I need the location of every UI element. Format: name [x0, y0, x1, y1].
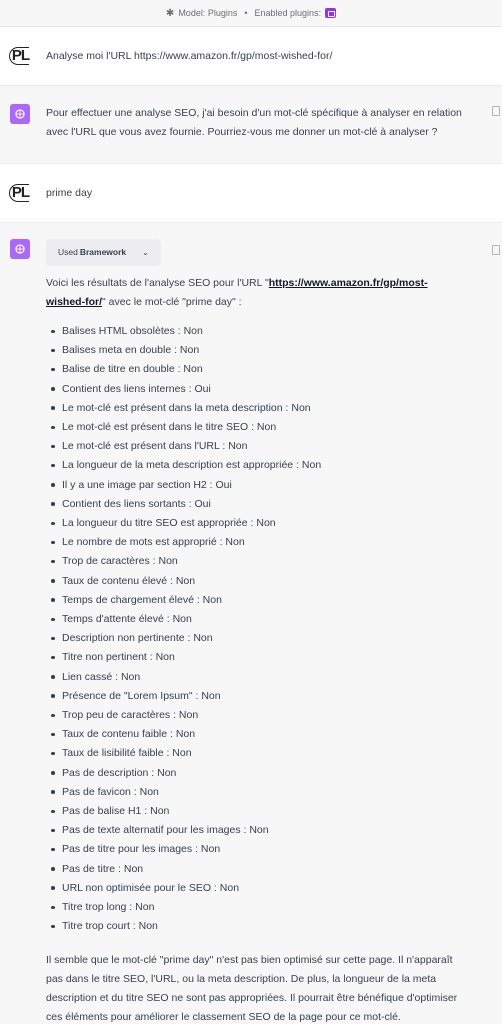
- list-item: Présence de "Lorem Ipsum" : Non: [50, 687, 462, 706]
- analysis-intro: Voici les résultats de l'analyse SEO pour l'URL "https://www.amazon.fr/gp/most-wished-for/" avec le mot-clé "prime day" :: [46, 277, 428, 308]
- list-item: Il y a une image par section H2 : Oui: [50, 476, 462, 495]
- list-item: Taux de lisibilité faible : Non: [50, 744, 462, 763]
- model-info-bar: [0, 0, 502, 27]
- list-item: Temps de chargement élevé : Non: [50, 591, 462, 610]
- plugin-used-prefix: Used: [58, 247, 78, 257]
- list-item: URL non optimisée pour le SEO : Non: [50, 879, 462, 898]
- puzzle-icon: ✱: [165, 7, 175, 19]
- chatgpt-avatar-icon: [10, 104, 30, 124]
- list-item: Le mot-clé est présent dans l'URL : Non: [50, 437, 462, 456]
- user-message-text: Analyse moi l'URL https://www.amazon.fr/gp/most-wished-for/: [46, 49, 333, 62]
- list-item: Taux de contenu élevé : Non: [50, 572, 462, 591]
- list-item: Pas de texte alternatif pour les images : Non: [50, 821, 462, 840]
- list-item: Pas de balise H1 : Non: [50, 802, 462, 821]
- list-item: Balises HTML obsolètes : Non: [50, 322, 462, 341]
- assistant-message-text: Pour effectuer une analyse SEO, j'ai besoin d'un mot-clé spécifique à analyser en relation avec l'URL que vous avez fournie. Pourriez-vous me donner un mot-clé à analyser ?: [46, 107, 462, 138]
- list-item: Pas de titre pour les images : Non: [50, 840, 462, 859]
- user-message-text: prime day: [46, 186, 93, 199]
- seo-checks-list: [46, 322, 462, 937]
- list-item: Le nombre de mots est approprié : Non: [50, 533, 462, 552]
- analysis-conclusion: Il semble que le mot-clé "prime day" n'est pas bien optimisé sur cette page. Il n'apparaît pas dans le titre SEO, l'URL, ou la meta description. De plus, la longueur de la meta description et du titre SEO ne sont pas appropriées. Il pourrait être bénéfique d'optimiser ces éléments pour améliorer le classement SEO de la page pour ce mot-clé.: [46, 953, 458, 1023]
- list-item: Pas de favicon : Non: [50, 783, 462, 802]
- list-item: Contient des liens internes : Oui: [50, 380, 462, 399]
- assistant-message: [0, 86, 502, 164]
- plugin-used-name: Bramework: [79, 247, 127, 257]
- copy-icon[interactable]: [492, 245, 500, 255]
- user-message: [0, 164, 502, 223]
- user-avatar: PL: [8, 182, 30, 204]
- list-item: Titre non pertinent : Non: [50, 648, 462, 667]
- list-item: Description non pertinente : Non: [50, 629, 462, 648]
- list-item: Trop de caractères : Non: [50, 552, 462, 571]
- list-item: Balise de titre en double : Non: [50, 360, 462, 379]
- list-item: Contient des liens sortants : Oui: [50, 495, 462, 514]
- list-item: Pas de titre : Non: [50, 860, 462, 879]
- copy-icon[interactable]: [492, 106, 500, 116]
- list-item: La longueur de la meta description est appropriée : Non: [50, 456, 462, 475]
- list-item: Temps d'attente élevé : Non: [50, 610, 462, 629]
- list-item: Titre trop court : Non: [50, 917, 462, 936]
- list-item: Trop peu de caractères : Non: [50, 706, 462, 725]
- enabled-plugins-label: Enabled plugins:: [254, 8, 322, 18]
- model-label: Model: Plugins: [178, 8, 238, 18]
- chevron-down-icon: ⌄: [142, 248, 149, 257]
- plugin-used-toggle[interactable]: [46, 239, 161, 266]
- list-item: Balises meta en double : Non: [50, 341, 462, 360]
- list-item: Le mot-clé est présent dans la meta description : Non: [50, 399, 462, 418]
- list-item: La longueur du titre SEO est appropriée : Non: [50, 514, 462, 533]
- list-item: Lien cassé : Non: [50, 668, 462, 687]
- assistant-message-body: [46, 239, 462, 1024]
- list-item: Le mot-clé est présent dans le titre SEO : Non: [50, 418, 462, 437]
- list-item: Taux de contenu faible : Non: [50, 725, 462, 744]
- assistant-message: [0, 223, 502, 1024]
- list-item: Pas de description : Non: [50, 764, 462, 783]
- bramework-plugin-icon[interactable]: [325, 8, 336, 18]
- list-item: Titre trop long : Non: [50, 898, 462, 917]
- user-message: [0, 27, 502, 86]
- analyzed-url-link[interactable]: https://www.amazon.fr/gp/most-wished-for/: [46, 277, 428, 308]
- chatgpt-avatar-icon: [10, 239, 30, 259]
- separator-dot: •: [244, 8, 248, 18]
- user-avatar: PL: [8, 45, 30, 67]
